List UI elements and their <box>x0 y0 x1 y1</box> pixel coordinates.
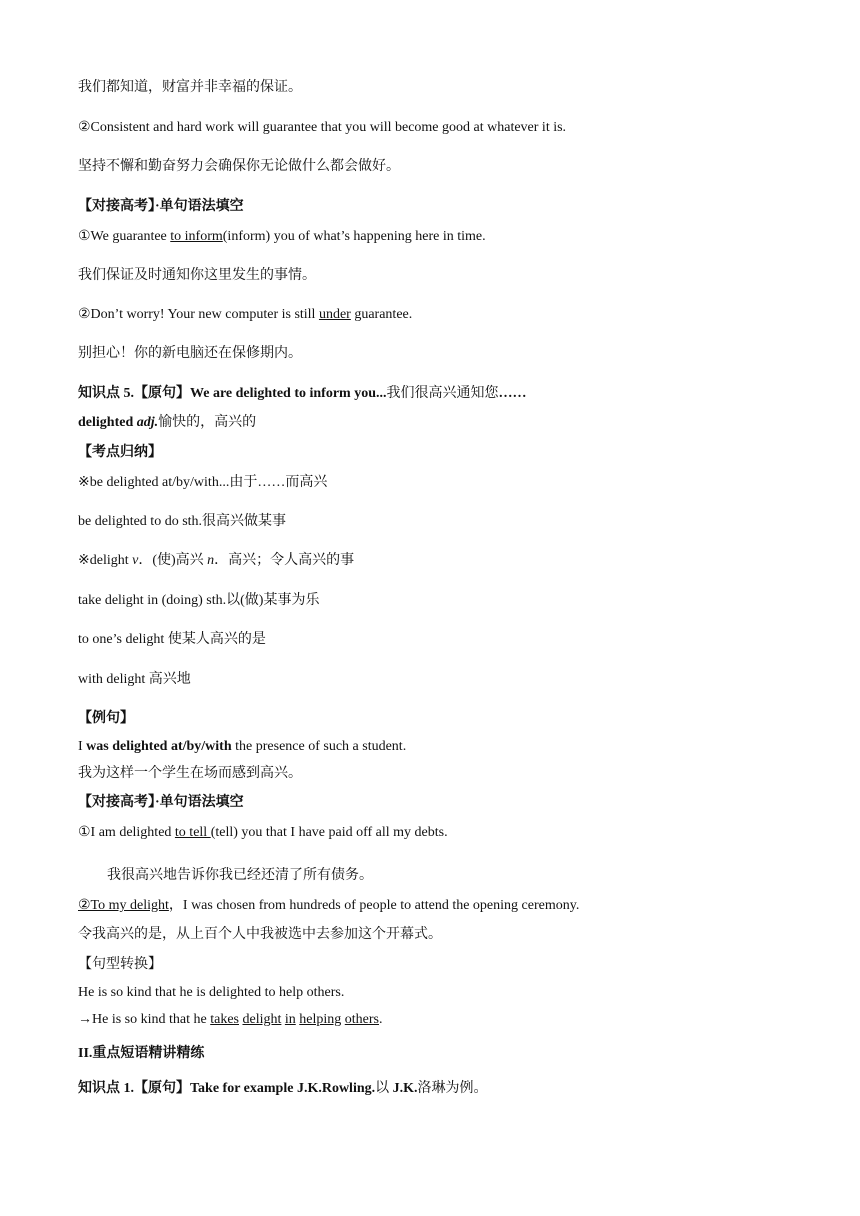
exercise-text: (tell) you that I have paid off all my debts. <box>210 825 448 840</box>
section-heading: 【例句】 <box>78 711 134 726</box>
part-of-speech: v <box>132 553 139 568</box>
word-definition <box>78 414 256 432</box>
example-sentence: ②Consistent and hard work will guarantee that you will become good at whatever it is. <box>78 120 567 135</box>
usage-line: take delight in (doing) sth.以(做)某事为乐 <box>78 593 320 608</box>
answer-blank: in <box>284 1012 296 1027</box>
heading-text: 知识点 5.【原句】We are delighted to inform you... <box>78 386 387 401</box>
heading-text: J.K. <box>392 1081 418 1096</box>
definition: 愉快的，高兴的 <box>158 415 257 430</box>
exercise-text: (inform) you of what’s happening here in time. <box>222 229 486 244</box>
exercise-text: guarantee. <box>350 307 413 322</box>
exercise-text: ①We guarantee <box>78 229 171 244</box>
knowledge-point-heading <box>78 1080 488 1098</box>
rewritten-sentence <box>78 1011 382 1029</box>
example-sentence <box>78 738 406 756</box>
exercise-text: ①I am delighted <box>78 825 175 840</box>
section-heading: 【对接高考】·单句语法填空 <box>78 795 244 810</box>
sentence-text: I <box>78 739 87 754</box>
headword: delighted <box>78 415 137 430</box>
part-of-speech: n <box>207 553 215 568</box>
section-heading: 【句型转换】 <box>78 957 162 972</box>
sentence-text: . <box>378 1012 383 1027</box>
answer-blank: to inform <box>170 229 223 244</box>
heading-text: …… <box>498 386 527 401</box>
translation-line: 我们都知道，财富并非幸福的保证。 <box>78 80 302 95</box>
exercise-item <box>78 897 579 915</box>
translation-line: 坚持不懈和勤奋努力会确保你无论做什么都会做好。 <box>78 159 400 174</box>
usage-line <box>78 552 354 570</box>
heading-text: 以 <box>375 1081 393 1096</box>
section-heading: 【考点归纳】 <box>78 445 162 460</box>
exercise-item <box>78 228 486 246</box>
answer-blank: delight <box>242 1012 282 1027</box>
heading-text: 我们很高兴通知您 <box>386 386 499 401</box>
heading-text: 知识点 1.【原句】Take for example J.K.Rowling. <box>78 1081 376 1096</box>
answer-blank: helping <box>299 1012 342 1027</box>
answer-blank: under <box>318 307 351 322</box>
answer-blank: to tell <box>174 825 211 840</box>
sentence-text: the presence of such a student. <box>231 739 407 754</box>
answer-blank: ②To my delight <box>78 898 169 913</box>
exercise-item <box>78 824 448 842</box>
part-of-speech: adj. <box>136 415 159 430</box>
translation-line: 我很高兴地告诉你我已经还清了所有债务。 <box>107 868 373 883</box>
usage-text: ．(使)高兴 <box>138 553 208 568</box>
answer-blank: takes <box>210 1012 239 1027</box>
translation-line: 我为这样一个学生在场而感到高兴。 <box>78 766 302 781</box>
heading-text: 洛琳为例。 <box>417 1081 488 1096</box>
usage-line: be delighted to do sth.很高兴做某事 <box>78 514 287 529</box>
knowledge-point-heading <box>78 385 527 403</box>
translation-line: 令我高兴的是，从上百个人中我被选中去参加这个开幕式。 <box>78 927 442 942</box>
chapter-heading: II.重点短语精讲精练 <box>78 1046 205 1061</box>
translation-line: 我们保证及时通知你这里发生的事情。 <box>78 268 316 283</box>
exercise-text: ，I was chosen from hundreds of people to attend the opening ceremony. <box>168 898 580 913</box>
answer-blank: others <box>344 1012 379 1027</box>
usage-text: ※delight <box>78 553 133 568</box>
sentence-text: →He is so kind that he <box>78 1012 211 1027</box>
usage-line: with delight 高兴地 <box>78 672 191 687</box>
usage-line: to one’s delight 使某人高兴的是 <box>78 632 266 647</box>
example-sentence: He is so kind that he is delighted to help others. <box>78 985 345 1000</box>
exercise-item <box>78 306 412 324</box>
usage-line: ※be delighted at/by/with...由于……而高兴 <box>78 475 328 490</box>
section-heading: 【对接高考】·单句语法填空 <box>78 199 244 214</box>
usage-text: ．高兴；令人高兴的事 <box>214 553 355 568</box>
exercise-text: ②Don’t worry! Your new computer is still <box>78 307 319 322</box>
key-phrase: was delighted at/by/with <box>86 739 232 754</box>
translation-line: 别担心！你的新电脑还在保修期内。 <box>78 346 302 361</box>
